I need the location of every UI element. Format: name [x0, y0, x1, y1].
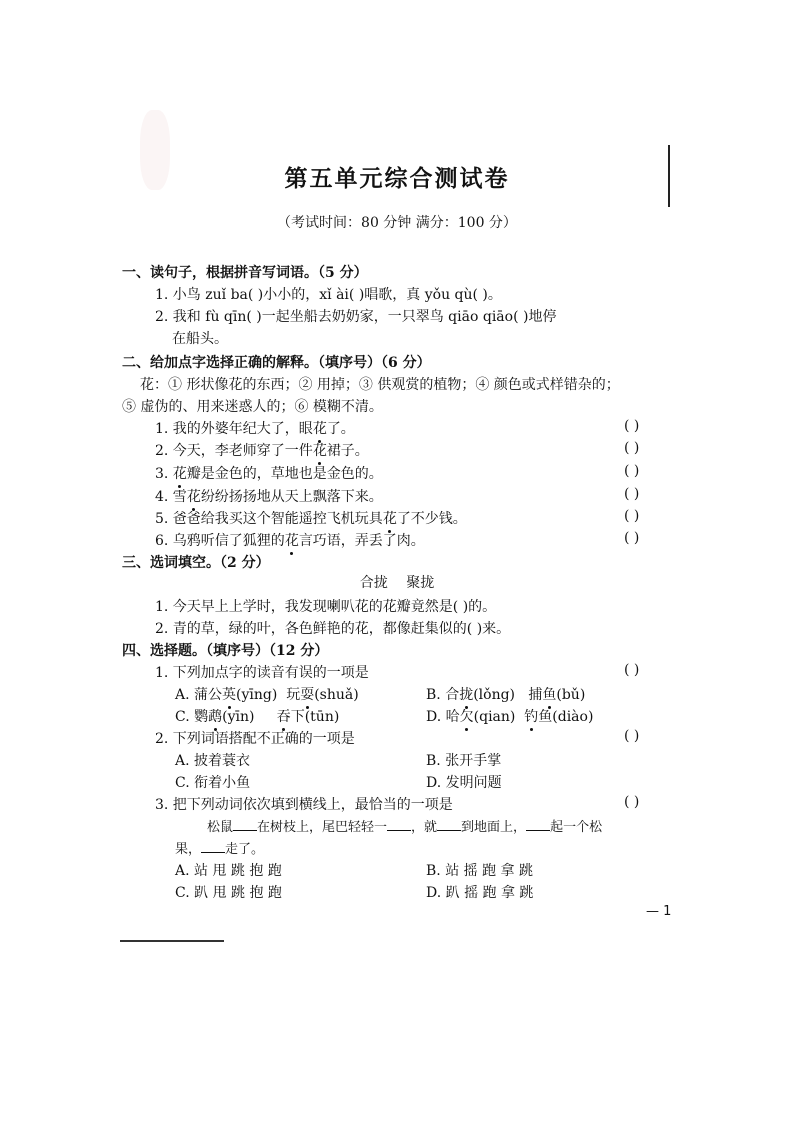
s1-question-2-cont: 在船头。 [172, 331, 228, 347]
answer-paren: ( ) [624, 463, 640, 479]
s4-q2-option-d: D. 发明问题 [426, 775, 502, 791]
s4-question-3: 3. 把下列动词依次填到横线上，最恰当的一项是 [155, 797, 453, 813]
s4-q3-option-a: A. 站 甩 跳 抱 跑 [175, 863, 282, 879]
answer-paren: ( ) [624, 662, 640, 678]
answer-paren: ( ) [624, 794, 640, 810]
answer-paren: ( ) [624, 508, 640, 524]
definitions-line-1: 花：① 形状像花的东西；② 用掉；③ 供观赏的植物；④ 颜色或式样错杂的； [140, 377, 620, 393]
s4-q3-option-c: C. 趴 甩 跳 抱 跑 [175, 885, 282, 901]
s4-question-1: 1. 下列加点字的读音有误的一项是 [155, 665, 369, 681]
s2-item-5: 5. 爸爸给我买这个智能遥控飞机玩具花了不少钱。 [155, 508, 467, 528]
s4-q1-option-c: C. 鹦鹉(yīn) 吞下(tūn) [175, 706, 339, 726]
s1-question-2: 2. 我和 fù qīn( )一起坐船去奶奶家，一只翠鸟 qiāo qiāo( )地停 [155, 309, 557, 325]
page-number: — 1 [646, 904, 672, 919]
s2-item-6: 6. 乌鸦听信了狐狸的花言巧语，弄丢了肉。 [155, 530, 425, 550]
s1-question-1: 1. 小鸟 zuǐ ba( )小小的，xǐ ài( )唱歌，真 yǒu qù( )。 [155, 287, 502, 303]
s4-q3-sentence: 松鼠 在树枝上，尾巴轻轻一 ，就 到地面上， 起一个松 [207, 820, 603, 835]
answer-paren: ( ) [624, 486, 640, 502]
s4-q3-sentence-cont: 果， 走了。 [175, 842, 265, 857]
s3-question-1: 1. 今天早上上学时，我发现喇叭花的花瓣竟然是( )的。 [155, 599, 497, 615]
s4-q2-option-c: C. 衔着小鱼 [175, 775, 251, 791]
s4-question-2: 2. 下列词语搭配不正确的一项是 [155, 731, 355, 747]
page-title: 第五单元综合测试卷 [284, 165, 510, 192]
answer-paren: ( ) [624, 728, 640, 744]
section-1-heading: 一、读句子，根据拼音写词语。（5 分） [122, 265, 368, 281]
s2-item-1: 1. 我的外婆年纪大了，眼花了。 [155, 418, 355, 438]
s3-question-2: 2. 青的草，绿的叶，各色鲜艳的花，都像赶集似的( )来。 [155, 621, 511, 637]
s2-item-3: 3. 花瓣是金色的，草地也是金色的。 [155, 463, 383, 483]
s2-item-4: 4. 雪花纷纷扬扬地从天上飘落下来。 [155, 486, 383, 506]
footer-line [120, 940, 224, 942]
s4-q1-option-d: D. 哈欠(qian) 钓鱼(diào) [426, 706, 593, 726]
s4-q1-option-b: B. 合拢(lǒng) 捕鱼(bǔ) [426, 684, 585, 704]
definitions-line-2: ⑤ 虚伪的、用来迷惑人的；⑥ 模糊不清。 [122, 399, 383, 415]
exam-info: （考试时间：80 分钟 满分：100 分） [277, 215, 517, 231]
answer-paren: ( ) [624, 530, 640, 546]
section-4-heading: 四、选择题。（填序号）（12 分） [122, 643, 329, 659]
answer-paren: ( ) [624, 440, 640, 456]
word-choices: 合拢 聚拢 [359, 575, 435, 591]
s4-q2-option-b: B. 张开手掌 [426, 753, 502, 769]
s2-item-2: 2. 今天，李老师穿了一件花裙子。 [155, 440, 369, 460]
section-3-heading: 三、选词填空。（2 分） [122, 555, 270, 571]
s4-q3-option-d: D. 趴 摇 跑 拿 跳 [426, 885, 534, 901]
section-2-heading: 二、给加点字选择正确的解释。（填序号）（6 分） [122, 355, 431, 371]
s4-q3-option-b: B. 站 摇 跑 拿 跳 [426, 863, 533, 879]
answer-paren: ( ) [624, 418, 640, 434]
s4-q1-option-a: A. 蒲公英(yīng) 玩耍(shuǎ) [175, 684, 359, 704]
s4-q2-option-a: A. 披着蓑衣 [175, 753, 251, 769]
